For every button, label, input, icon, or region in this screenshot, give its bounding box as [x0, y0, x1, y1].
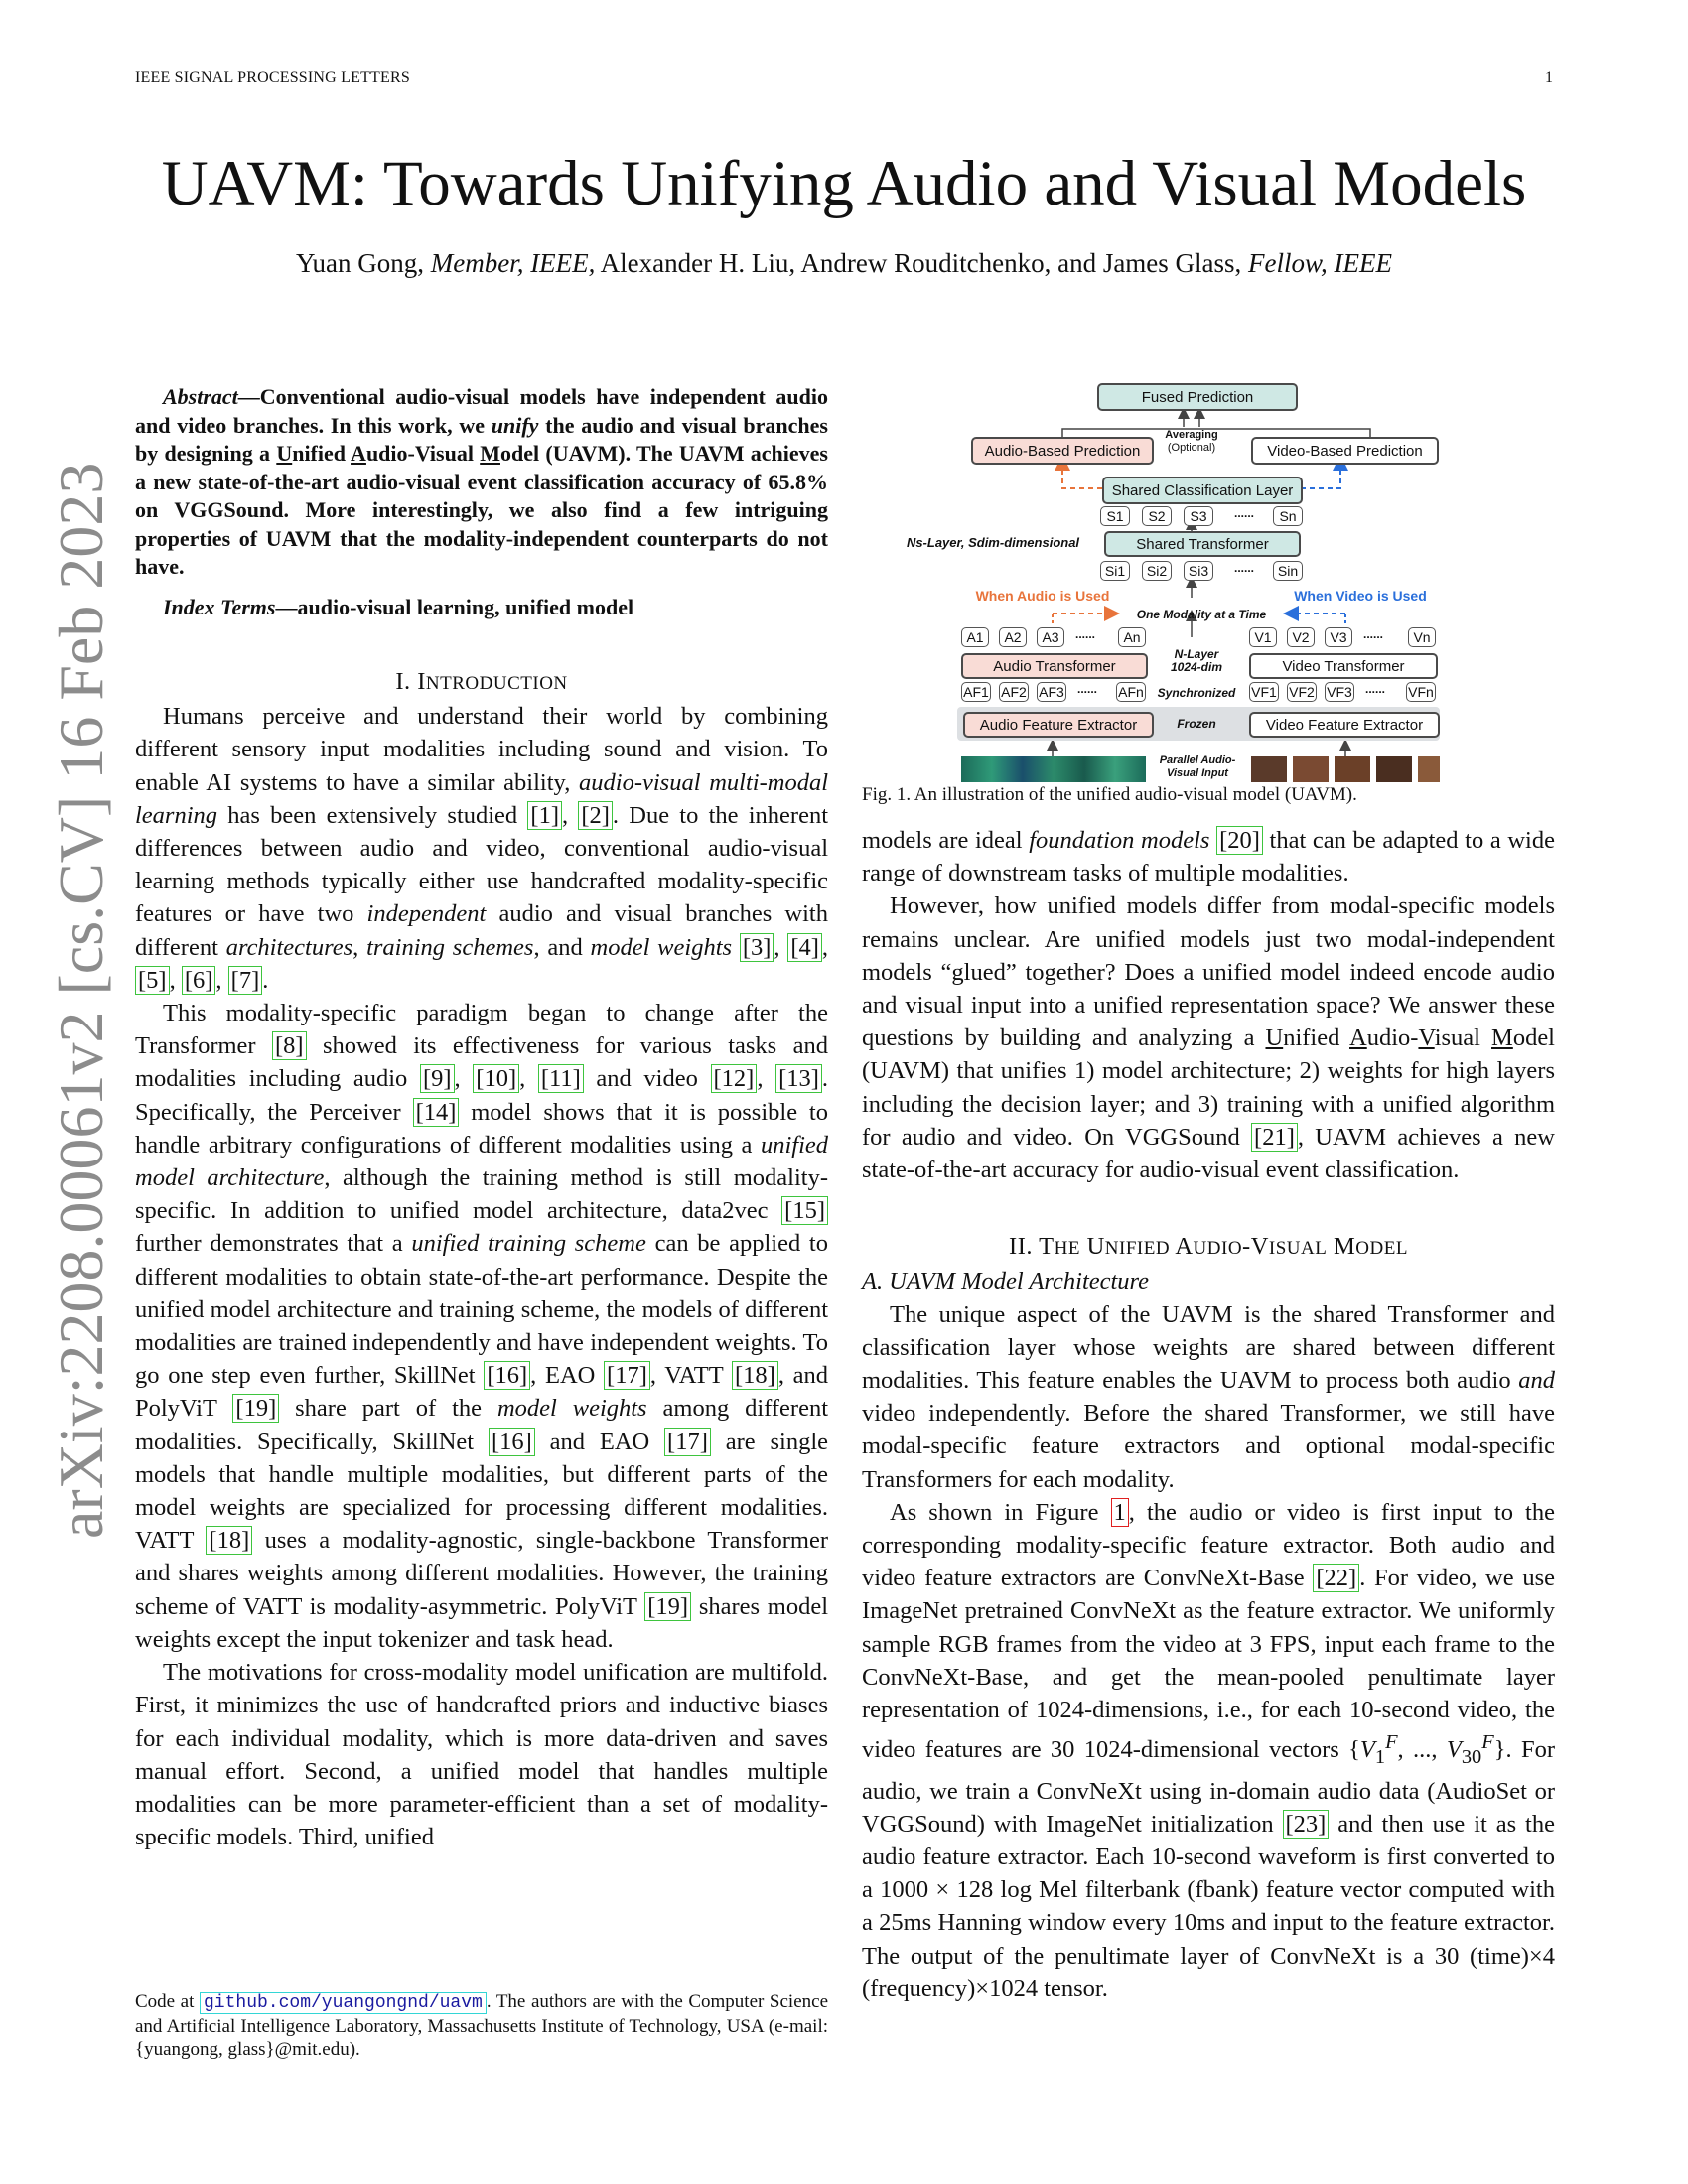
when-video-label: When Video is Used: [1294, 588, 1427, 604]
s-token: Sn: [1273, 506, 1303, 526]
abstract: Abstract—Conventional audio-visual models have independent audio and video branches. In this work, we unify the audio and visual branches by designing a Unified Audio-Visual Model (UAVM). The UAVM achieves a new state-of-the-art audio-visual event classification accuracy of 65.8% on VGGSound. More interestingly, we also find a few intriguing properties of UAVM that the modality-independent counterparts do not have.: [135, 384, 828, 579]
intro-paragraph-3: The motivations for cross-modality model unification are multifold. First, it minimizes the use of handcrafted priors and inductive biases for each individual modality, which is more data-driven and saves manual effort. Second, a unified model that handles multiple modalities can be more parameter-efficient than a set of modality-specific models. Third, unified: [135, 1659, 828, 1851]
shared-classification-layer: Shared Classification Layer: [1102, 477, 1303, 504]
intro-paragraph-1: Humans perceive and understand their world by combining different sensory input modalities including sound and vision. To enable AI systems to have a similar ability, audio-visual multi-modal learning has been extensively studied [1] , [2] . Due to the inherent differences between audio and video, conventional audio-visual learning methods typically either use handcrafted modality-specific features or have two independent audio and visual branches with different architectures, training schemes, and model weights [3] , [4] , [5] , [6] , [7] .: [135, 703, 829, 994]
intro-heading: I. INTRODUCTION: [395, 668, 568, 695]
arxiv-sidebar: arXiv:2208.00061v2 [cs.CV] 16 Feb 2023: [46, 462, 116, 1539]
spectrogram-image: [961, 756, 1146, 782]
si-token: Si1: [1100, 561, 1130, 581]
intro-paragraph-3-cont: models are ideal foundation models [20] that can be adapted to a wide range of downstream tasks of multiple modalities.: [862, 827, 1555, 887]
v-token-ellipsis: ......: [1362, 627, 1383, 641]
paper-title: UAVM: Towards Unifying Audio and Visual Models: [161, 148, 1527, 219]
a-token: An: [1118, 627, 1146, 647]
si-token: Si3: [1184, 561, 1213, 581]
journal-header: IEEE SIGNAL PROCESSING LETTERS: [135, 69, 410, 86]
vf-token: VF2: [1287, 682, 1317, 702]
video-feature-extractor: Video Feature Extractor: [1249, 712, 1440, 738]
vf-token: VF1: [1249, 682, 1279, 702]
right-column: [862, 824, 1555, 2005]
model-heading: II. THE UNIFIED AUDIO-VISUAL MODEL: [1009, 1233, 1408, 1261]
page-number: 1: [1545, 69, 1554, 86]
af-token: AF2: [999, 682, 1029, 702]
vf-token-ellipsis: ......: [1364, 682, 1385, 696]
dim-label: 1024-dim: [1170, 660, 1223, 674]
video-frame-image: [1293, 756, 1329, 782]
af-token: AFn: [1116, 682, 1146, 702]
shared-transformer-box: Shared Transformer: [1104, 531, 1301, 557]
synchronized-label: Synchronized: [1157, 686, 1236, 700]
audio-transformer-box: Audio Transformer: [961, 653, 1148, 679]
af-token-ellipsis: ......: [1076, 682, 1097, 696]
intro-paragraph-2: This modality-specific paradigm began to change after the Transformer [8] showed its effectiveness for various tasks and modalities including audio [9] , [10] , [11] and video [12] , [13] . Specifically, the Perceiver [14] model shows that it is possible to handle arbitrary configurations of different modalities using a unified model architecture, although the training method is still modality-specific. In addition to unified model architecture, data2vec [15] further demonstrates that a unified training scheme can be applied to different modalities to obtain state-of-the-art performance. Despite the unified model architecture and training scheme, the models of different modalities are trained independently and have independent weights. To go one step even further, SkillNet [16] , EAO [17] , VATT [18] , and PolyViT [19] share part of the model weights among different modalities. Specifically, SkillNet [16] and EAO [17] are single models that handle multiple modalities, but different parts of the model weights are specialized for processing different modalities. VATT [18] uses a modality-agnostic, single-backbone Transformer and shares weights among different modalities. However, the training scheme of VATT is modality-asymmetric. PolyViT [19] shares model weights except the input tokenizer and task head.: [135, 1000, 829, 1653]
arch-heading: A. UAVM Model Architecture: [862, 1268, 1150, 1296]
parallel-input-label: Parallel Audio-Visual Input: [1159, 754, 1236, 779]
s-token: S3: [1184, 506, 1213, 526]
arch-paragraph-2: As shown in Figure 1 , the audio or video is first input to the corresponding modality-specific feature extractor. Both audio and video feature extractors are ConvNeXt-Base [22] . For video, we use ImageNet pretrained ConvNeXt as the feature extractor. We uniformly sample RGB frames from the video at 3 FPS, input each frame to the ConvNeXt-Base, and get the mean-pooled penultimate layer representation of 1024-dimensions, i.e., for each 10-second video, the video features are 30 1024-dimensional vectors {$V_1^F$, ..., $V_{30}^F$}. For audio, we train a ConvNeXt using in-domain audio data (AudioSet or VGGSound) with ImageNet initialization [23] and then use it as the audio feature extractor. Each 10-second waveform is first converted to a 1000 × 128 log Mel filterbank (fbank) feature vector computed with a 25ms Hanning window every 10ms and input to the feature extractor. The output of the penultimate layer of ConvNeXt is a 30 (time)×4 (frequency)×1024 tensor.: [862, 1498, 1555, 2002]
video-frame-image: [1418, 756, 1440, 782]
audio-prediction-box: Audio-Based Prediction: [971, 437, 1154, 465]
s-token-ellipsis: ......: [1233, 506, 1254, 520]
when-audio-label: When Audio is Used: [975, 588, 1110, 604]
arch-paragraph-1: The unique aspect of the UAVM is the shared Transformer and classification layer whose weights are shared between different modalities. This feature enables the UAVM to process both audio and video independently. Before the shared Transformer, we still have modal-specific feature extractors and optional modal-specific Transformers for each modality.: [862, 1300, 1555, 1493]
a-token: A1: [961, 627, 989, 647]
footnote: Code at github.com/yuangongnd/uavm . The authors are with the Computer Science and Artificial Intelligence Laboratory, Massachusetts Institute of Technology, USA (e-mail: {yuangong, glass}@mit.edu).: [135, 1991, 828, 2060]
video-frame-image: [1251, 756, 1287, 782]
index-terms: Index Terms—audio-visual learning, unified model: [163, 594, 634, 619]
s-token: S2: [1142, 506, 1172, 526]
v-token: Vn: [1408, 627, 1436, 647]
left-column: [135, 383, 828, 1853]
audio-feature-extractor: Audio Feature Extractor: [963, 712, 1154, 738]
author-list: Yuan Gong, Member, IEEE, Alexander H. Liu, Andrew Rouditchenko, and James Glass, Fellow, IEEE: [295, 248, 1393, 278]
a-token: A3: [1037, 627, 1064, 647]
vf-token: VFn: [1406, 682, 1436, 702]
intro-paragraph-4: However, how unified models differ from modal-specific models remains unclear. Are unified models just two modal-independent models “glued” together? Does a unified model indeed encode audio and visual input into a unified representation space? We answer these questions by building and analyzing a Unified Audio-Visual Model (UAVM) that unifies 1) model architecture; 2) weights for high layers including the decision layer; and 3) training with a unified algorithm for audio and video. On VGGSound [21] , UAVM achieves a new state-of-the-art accuracy for audio-visual event classification.: [862, 892, 1555, 1184]
fused-prediction-box: Fused Prediction: [1097, 383, 1298, 411]
averaging-label: Averaging: [1165, 429, 1218, 441]
video-frame-image: [1376, 756, 1412, 782]
frozen-label: Frozen: [1177, 717, 1216, 731]
af-token: AF3: [1037, 682, 1066, 702]
figure-uavm-diagram: [874, 377, 1559, 784]
video-frame-image: [1335, 756, 1370, 782]
one-modality-label: One Modality at a Time: [1136, 608, 1267, 621]
si-token: Si2: [1142, 561, 1172, 581]
optional-label: (Optional): [1167, 442, 1216, 454]
si-token: Sin: [1273, 561, 1303, 581]
v-token: V1: [1249, 627, 1277, 647]
af-token: AF1: [961, 682, 991, 702]
v-token: V2: [1287, 627, 1315, 647]
v-token: V3: [1325, 627, 1352, 647]
vf-token: VF3: [1325, 682, 1354, 702]
n-layer-label: N-Layer: [1174, 647, 1219, 661]
s-token: S1: [1100, 506, 1130, 526]
a-token: A2: [999, 627, 1027, 647]
si-token-ellipsis: ......: [1233, 561, 1254, 575]
video-prediction-box: Video-Based Prediction: [1251, 437, 1439, 465]
a-token-ellipsis: ......: [1074, 627, 1095, 641]
figure-caption: Fig. 1. An illustration of the unified audio-visual model (UAVM).: [862, 784, 1357, 805]
video-transformer-box: Video Transformer: [1249, 653, 1438, 679]
ns-layer-label: Ns-Layer, Sdim-dimensional: [906, 535, 1080, 550]
code-link[interactable]: github.com/yuangongnd/uavm: [200, 1992, 487, 2014]
